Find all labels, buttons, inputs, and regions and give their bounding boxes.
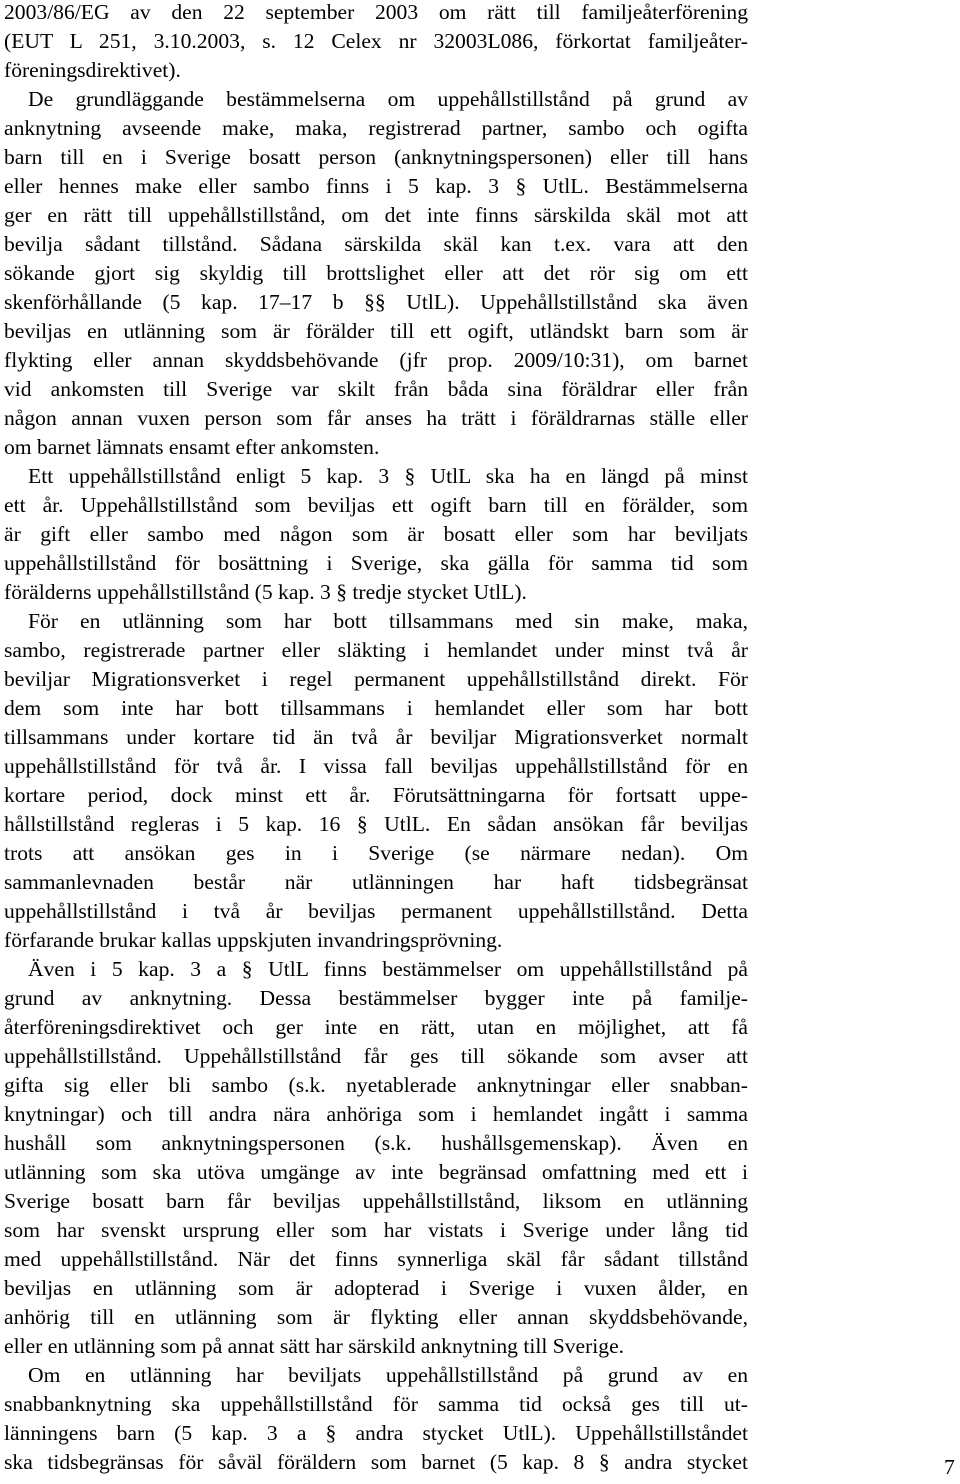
text-line: snabbanknytning ska uppehållstillstånd för samma tid också ges till ut- — [4, 1392, 748, 1416]
text-line: 2003/86/EG av den 22 september 2003 om rätt till familjeåterförening — [4, 0, 748, 24]
text-line: grund av anknytning. Dessa bestämmelser bygger inte på familje- — [4, 986, 748, 1010]
text-line: skenförhållande (5 kap. 17–17 b §§ UtlL). Uppehållstillstånd ska även — [4, 290, 748, 314]
text-line: eller en utlänning som på annat sätt har särskild anknytning till Sverige. — [4, 1334, 625, 1358]
text-line: kortare period, dock minst ett år. Förutsättningarna för fortsatt uppe- — [4, 783, 748, 807]
text-line: återföreningsdirektivet och ger inte en rätt, utan en möjlighet, att få — [4, 1015, 748, 1039]
text-line: eller hennes make eller sambo finns i 5 kap. 3 § UtlL. Bestämmelserna — [4, 174, 748, 198]
text-line: hållstillstånd regleras i 5 kap. 16 § UtlL. En sådan ansökan får beviljas — [4, 812, 748, 836]
text-line: flykting eller annan skyddsbehövande (jfr prop. 2009/10:31), om barnet — [4, 348, 748, 372]
text-line: utlänning som ska utöva umgänge av inte begränsad omfattning med ett i — [4, 1160, 748, 1184]
page-number: 7 — [944, 1455, 955, 1479]
text-line: barn till en i Sverige bosatt person (anknytningspersonen) eller till hans — [4, 145, 748, 169]
text-line: någon annan vuxen person som får anses ha trätt i föräldrarnas ställe eller — [4, 406, 748, 430]
text-line: beviljas en utlänning som är förälder till ett ogift, utländskt barn som är — [4, 319, 748, 343]
text-line: uppehållstillstånd i två år beviljas permanent uppehållstillstånd. Detta — [4, 899, 748, 923]
text-line: trots att ansökan ges in i Sverige (se närmare nedan). Om — [4, 841, 748, 865]
text-line: beviljar Migrationsverket i regel permanent uppehållstillstånd direkt. För — [4, 667, 748, 691]
text-line: De grundläggande bestämmelserna om uppehållstillstånd på grund av — [28, 87, 748, 111]
text-line: knytningar) och till andra nära anhöriga som i hemlandet ingått i samma — [4, 1102, 748, 1126]
text-line: uppehållstillstånd för två år. I vissa fall beviljas uppehållstillstånd för en — [4, 754, 748, 778]
text-line: tillsammans under kortare tid än två år beviljar Migrationsverket normalt — [4, 725, 748, 749]
text-line: Sverige bosatt barn får beviljas uppehållstillstånd, liksom en utlänning — [4, 1189, 748, 1213]
text-line: beviljas en utlänning som är adopterad i Sverige i vuxen ålder, en — [4, 1276, 748, 1300]
text-line: För en utlänning som har bott tillsammans med sin make, maka, — [28, 609, 748, 633]
text-line: förälderns uppehållstillstånd (5 kap. 3 § tredje stycket UtlL). — [4, 580, 527, 604]
text-line: om barnet lämnats ensamt efter ankomsten. — [4, 435, 380, 459]
text-line: (EUT L 251, 3.10.2003, s. 12 Celex nr 32003L086, förkortat familjeåter- — [4, 29, 748, 53]
text-line: ett år. Uppehållstillstånd som beviljas ett ogift barn till en förälder, som — [4, 493, 748, 517]
text-line: som har svenskt ursprung eller som har vistats i Sverige under lång tid — [4, 1218, 748, 1242]
text-line: vid ankomsten till Sverige var skilt från båda sina föräldrar eller från — [4, 377, 748, 401]
text-line: Om en utlänning har beviljats uppehållstillstånd på grund av en — [28, 1363, 748, 1387]
text-line: med uppehållstillstånd. När det finns synnerliga skäl får sådant tillstånd — [4, 1247, 748, 1271]
text-line: ger en rätt till uppehållstillstånd, om det inte finns särskilda skäl mot att — [4, 203, 748, 227]
text-line: dem som inte har bott tillsammans i hemlandet eller som har bott — [4, 696, 748, 720]
text-line: gifta sig eller bli sambo (s.k. nyetablerade anknytningar eller snabban- — [4, 1073, 748, 1097]
text-line: bevilja sådant tillstånd. Sådana särskilda skäl kan t.ex. vara att den — [4, 232, 748, 256]
text-line: länningens barn (5 kap. 3 a § andra stycket UtlL). Uppehållstillståndet — [4, 1421, 748, 1445]
text-line: anhörig till en utlänning som är flykting eller annan skyddsbehövande, — [4, 1305, 748, 1329]
text-line: är gift eller sambo med någon som är bosatt eller som har beviljats — [4, 522, 748, 546]
text-line: hushåll som anknytningspersonen (s.k. hushållsgemenskap). Även en — [4, 1131, 748, 1155]
text-line: föreningsdirektivet). — [4, 58, 181, 82]
text-line: sammanlevnaden består när utlänningen har haft tidsbegränsat — [4, 870, 748, 894]
document-body — [4, 0, 748, 1477]
text-line: Ett uppehållstillstånd enligt 5 kap. 3 § UtlL ska ha en längd på minst — [28, 464, 748, 488]
text-line: uppehållstillstånd. Uppehållstillstånd får ges till sökande som avser att — [4, 1044, 748, 1068]
text-line: uppehållstillstånd för bosättning i Sverige, ska gälla för samma tid som — [4, 551, 748, 575]
text-line: Även i 5 kap. 3 a § UtlL finns bestämmelser om uppehållstillstånd på — [28, 957, 748, 981]
text-line: förfarande brukar kallas uppskjuten invandringsprövning. — [4, 928, 503, 952]
text-line: sökande gjort sig skyldig till brottslighet eller att det rör sig om ett — [4, 261, 748, 285]
text-line: ska tidsbegränsas för såväl föräldern som barnet (5 kap. 8 § andra stycket — [4, 1450, 748, 1474]
text-line: anknytning avseende make, maka, registrerad partner, sambo och ogifta — [4, 116, 748, 140]
text-line: sambo, registrerade partner eller släkting i hemlandet under minst två år — [4, 638, 748, 662]
